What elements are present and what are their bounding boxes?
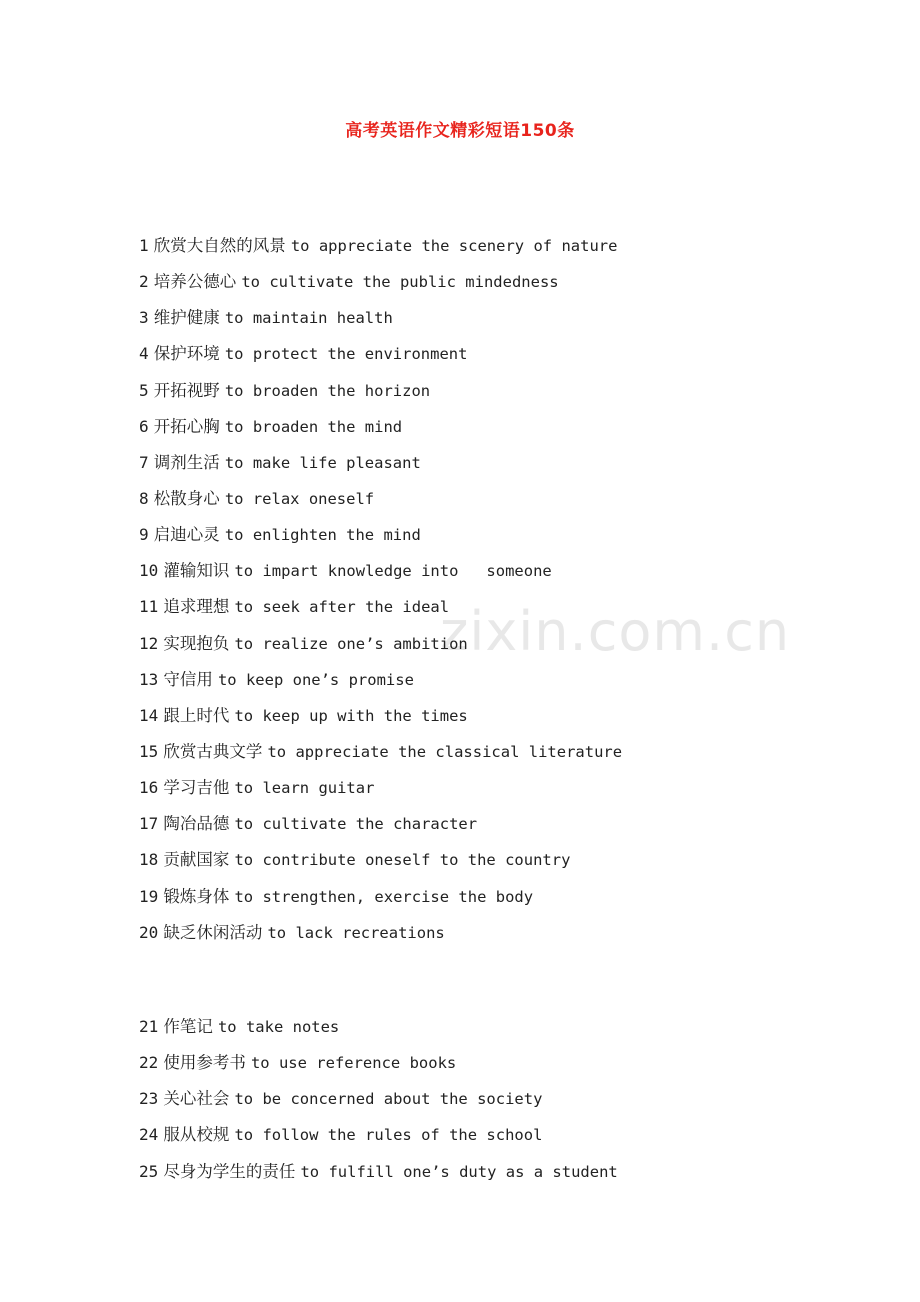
phrase-english: to use reference books — [250, 1054, 457, 1073]
phrase-chinese: 开拓视野 — [153, 380, 220, 400]
phrase-chinese: 贡献国家 — [163, 850, 230, 870]
phrase-chinese: 跟上时代 — [163, 705, 230, 725]
phrase-number: 7 — [139, 452, 149, 472]
phrase-chinese: 灌输知识 — [163, 561, 230, 581]
phrase-item — [139, 522, 622, 558]
phrase-item — [139, 920, 622, 956]
phrase-english: to broaden the mind — [224, 417, 403, 436]
phrase-chinese: 服从校规 — [163, 1125, 230, 1145]
phrase-english: to protect the environment — [224, 345, 468, 364]
phrase-number: 20 — [139, 922, 159, 942]
phrase-item — [139, 450, 622, 486]
phrase-item — [139, 739, 622, 775]
phrase-chinese: 陶冶品德 — [163, 814, 230, 834]
phrase-item — [139, 1086, 618, 1122]
phrase-english: to cultivate the character — [234, 815, 478, 834]
phrase-item — [139, 341, 622, 377]
phrase-english: to appreciate the scenery of nature — [290, 237, 618, 255]
phrase-english: to keep up with the times — [234, 706, 468, 725]
phrase-item — [139, 847, 622, 883]
phrase-chinese: 开拓心胸 — [153, 416, 220, 436]
phrase-item — [139, 884, 622, 920]
phrase-english: to lack recreations — [267, 923, 445, 942]
phrase-english: to relax oneself — [224, 489, 375, 508]
phrase-number: 16 — [139, 778, 159, 798]
phrase-chinese: 维护健康 — [153, 308, 220, 328]
phrase-number: 25 — [139, 1161, 159, 1181]
phrase-chinese: 追求理想 — [163, 597, 230, 617]
phrase-item — [139, 703, 622, 739]
phrase-chinese: 培养公德心 — [153, 272, 237, 292]
phrase-number: 17 — [139, 814, 159, 834]
phrase-number: 8 — [139, 488, 149, 508]
phrase-chinese: 缺乏休闲活动 — [163, 922, 263, 942]
phrase-number: 21 — [139, 1017, 159, 1036]
phrase-english: to keep one’s promise — [217, 670, 414, 689]
phrase-number: 15 — [139, 741, 159, 761]
phrase-english: to enlighten the mind — [224, 526, 421, 545]
phrase-number: 23 — [139, 1089, 159, 1109]
phrase-english: to appreciate the classical literature — [267, 742, 623, 761]
phrase-english: to take notes — [217, 1018, 340, 1036]
watermark-text: zixin.com.cn — [440, 600, 791, 663]
phrase-item — [139, 486, 622, 522]
phrase-number: 18 — [139, 850, 159, 870]
phrase-chinese: 学习吉他 — [163, 778, 230, 798]
phrase-number: 13 — [139, 669, 159, 689]
phrase-item — [139, 1159, 618, 1195]
phrase-number: 6 — [139, 416, 149, 436]
phrase-item — [139, 558, 622, 594]
phrase-chinese: 锻炼身体 — [163, 886, 230, 906]
phrase-item — [139, 1050, 618, 1086]
phrase-chinese: 启迪心灵 — [153, 525, 220, 545]
phrase-chinese: 作笔记 — [163, 1017, 213, 1036]
phrase-list-2 — [139, 1014, 618, 1195]
phrase-chinese: 尽身为学生的责任 — [163, 1161, 296, 1181]
phrase-chinese: 保护环境 — [153, 344, 220, 364]
phrase-item — [139, 594, 622, 630]
phrase-item — [139, 1122, 618, 1158]
phrase-number: 22 — [139, 1053, 159, 1073]
phrase-english: to maintain health — [224, 309, 393, 328]
phrase-chinese: 欣赏大自然的风景 — [153, 236, 286, 255]
phrase-list-1 — [139, 233, 622, 956]
phrase-number: 19 — [139, 886, 159, 906]
phrase-item — [139, 305, 622, 341]
phrase-number: 9 — [139, 525, 149, 545]
phrase-number: 12 — [139, 633, 159, 653]
phrase-number: 3 — [139, 308, 149, 328]
phrase-item — [139, 811, 622, 847]
phrase-number: 10 — [139, 561, 159, 581]
phrase-number: 2 — [139, 272, 149, 292]
phrase-number: 24 — [139, 1125, 159, 1145]
phrase-item — [139, 414, 622, 450]
phrase-english: to learn guitar — [234, 779, 375, 798]
phrase-item — [139, 378, 622, 414]
phrase-chinese: 关心社会 — [163, 1089, 230, 1109]
phrase-chinese: 使用参考书 — [163, 1053, 246, 1073]
phrase-english: to broaden the horizon — [224, 381, 431, 400]
phrase-item — [139, 1014, 618, 1050]
phrase-english: to strengthen, exercise the body — [234, 887, 534, 906]
phrase-chinese: 松散身心 — [153, 488, 220, 508]
phrase-chinese: 调剂生活 — [153, 452, 220, 472]
phrase-item — [139, 667, 622, 703]
phrase-english: to realize one’s ambition — [234, 634, 468, 653]
phrase-english: to be concerned about the society — [234, 1090, 543, 1109]
phrase-english: to seek after the ideal — [234, 598, 450, 617]
phrase-english: to follow the rules of the school — [234, 1126, 543, 1145]
phrase-chinese: 欣赏古典文学 — [163, 741, 263, 761]
phrase-item — [139, 269, 622, 305]
phrase-item — [139, 233, 622, 269]
phrase-number: 5 — [139, 380, 149, 400]
phrase-english: to make life pleasant — [224, 453, 421, 472]
phrase-english: to cultivate the public mindedness — [241, 273, 559, 292]
phrase-number: 4 — [139, 344, 149, 364]
phrase-chinese: 守信用 — [163, 669, 213, 689]
phrase-number: 11 — [139, 597, 159, 617]
phrase-item — [139, 775, 622, 811]
page-title: 高考英语作文精彩短语150条 — [345, 121, 575, 141]
phrase-number: 14 — [139, 705, 159, 725]
phrase-english: to fulfill one’s duty as a student — [300, 1162, 618, 1181]
phrase-english: to impart knowledge into someone — [234, 562, 552, 581]
phrase-chinese: 实现抱负 — [163, 633, 230, 653]
phrase-english: to contribute oneself to the country — [234, 851, 571, 870]
phrase-item — [139, 631, 622, 667]
phrase-number: 1 — [139, 236, 149, 255]
